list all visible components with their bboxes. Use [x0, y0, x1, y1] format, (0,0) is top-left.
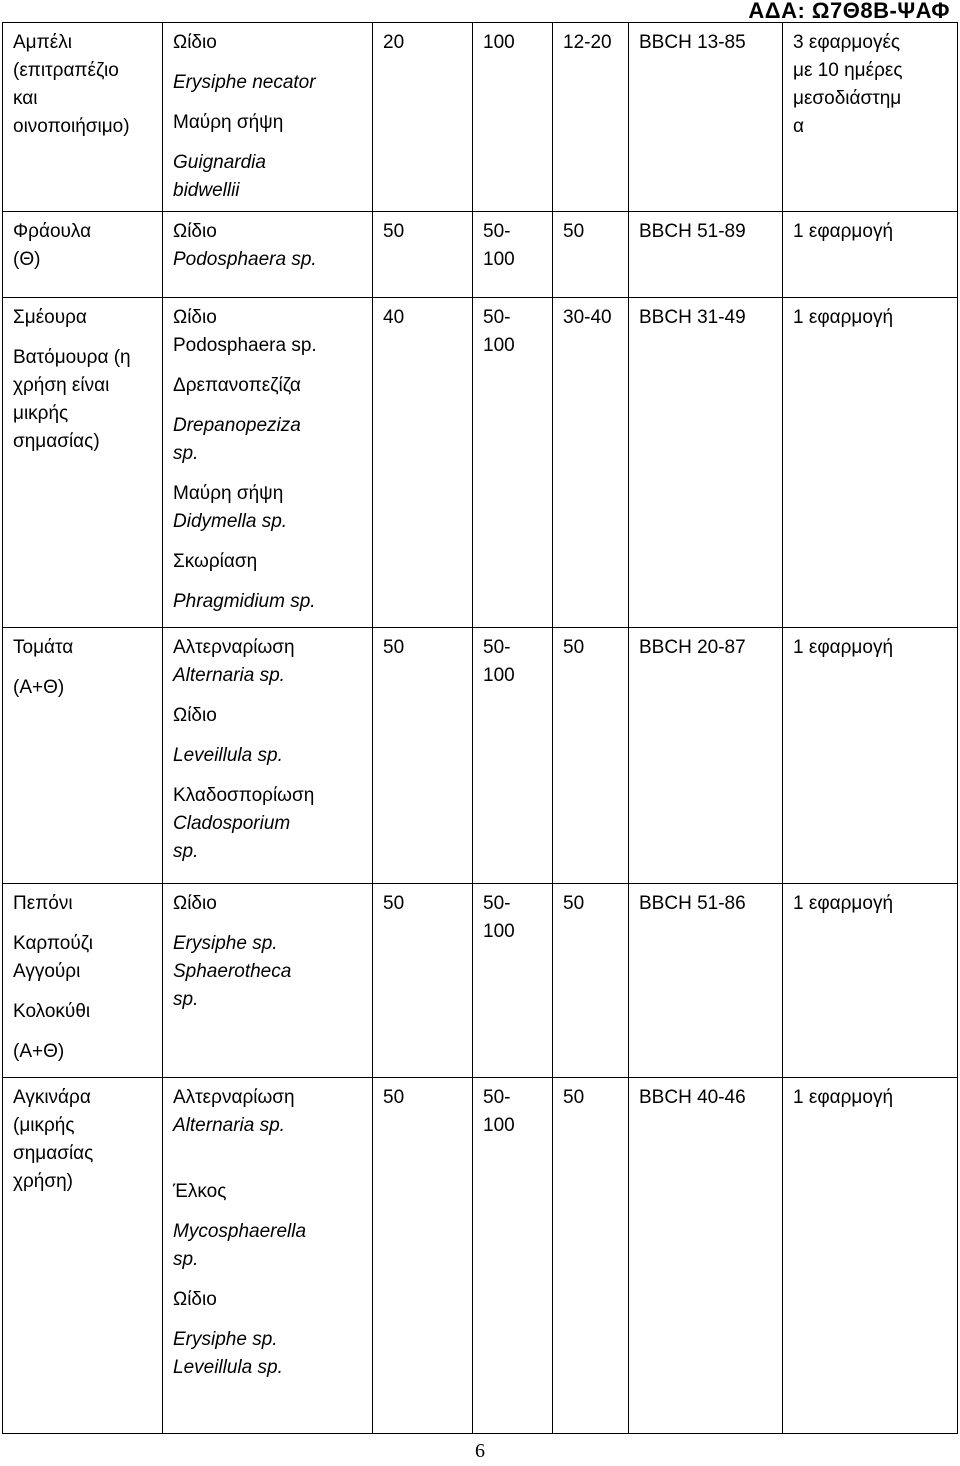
dosage-table: [2, 22, 958, 1434]
bbch-cell: [629, 1078, 783, 1434]
applications-line: 1 εφαρμογή: [793, 637, 894, 658]
bbch-cell: [629, 23, 783, 212]
dose-value: 50: [383, 221, 405, 242]
crop-line: χρήση): [13, 1171, 73, 1192]
page-number: 6: [475, 1440, 485, 1462]
phi-value: 50: [563, 893, 585, 914]
crop-cell: [3, 298, 163, 628]
table-row: [3, 1078, 958, 1434]
dose-value: 50: [383, 1087, 405, 1108]
phi-cell: [553, 628, 629, 884]
applications-line: 3 εφαρμογές: [793, 32, 901, 53]
pathogen-line: Phragmidium sp.: [173, 591, 316, 612]
pathogen-line: Alternaria sp.: [173, 1115, 285, 1136]
phi-value: 30-40: [563, 307, 612, 328]
bbch-value: BBCH 40-46: [639, 1087, 746, 1108]
disease-line: Ωίδιο: [173, 307, 217, 328]
pathogen-line: Didymella sp.: [173, 511, 288, 532]
applications-line: α: [793, 116, 804, 137]
applications-cell: [783, 23, 958, 212]
crop-line: Σμέουρα: [13, 307, 87, 328]
water-value: 50-: [483, 1087, 511, 1108]
crop-line: σημασίας): [13, 431, 100, 452]
pathogen-line: Alternaria sp.: [173, 665, 285, 686]
bbch-value: BBCH 13-85: [639, 32, 746, 53]
applications-cell: [783, 1078, 958, 1434]
crop-line: σημασίας: [13, 1143, 94, 1164]
table-row: [3, 212, 958, 298]
disease-line: Σκωρίαση: [173, 551, 258, 572]
water-cell: [473, 23, 553, 212]
ada-code: ΑΔΑ: Ω7Θ8Β-ΨΑΦ: [748, 0, 950, 23]
phi-value: 12-20: [563, 32, 612, 53]
phi-cell: [553, 884, 629, 1078]
pathogen-line: Cladosporium: [173, 813, 291, 834]
pathogen-line: sp.: [173, 1249, 199, 1270]
bbch-value: BBCH 51-86: [639, 893, 746, 914]
phi-cell: [553, 23, 629, 212]
disease-line: Δρεπανοπεζίζα: [173, 375, 301, 396]
crop-cell: [3, 1078, 163, 1434]
bbch-cell: [629, 884, 783, 1078]
pathogen-line: Sphaerotheca: [173, 961, 292, 982]
water-value: 50-: [483, 221, 511, 242]
pathogen-line: Leveillula sp.: [173, 1357, 283, 1378]
disease-line: Μαύρη σήψη: [173, 112, 284, 133]
dose-value: 50: [383, 637, 405, 658]
applications-line: με 10 ημέρες: [793, 60, 903, 81]
crop-line: Καρπούζι: [13, 933, 94, 954]
pathogen-line: Podosphaera sp.: [173, 335, 317, 356]
water-value: 50-: [483, 307, 511, 328]
pathogen-line: Guignardia: [173, 152, 266, 173]
table-row: [3, 884, 958, 1078]
crop-line: Κολοκύθι: [13, 1001, 91, 1022]
table-row: [3, 628, 958, 884]
crop-line: (Θ): [13, 249, 41, 270]
water-cell: [473, 628, 553, 884]
applications-line: μεσοδιάστημ: [793, 88, 902, 109]
applications-line: 1 εφαρμογή: [793, 893, 894, 914]
crop-line: μικρής: [13, 403, 69, 424]
crop-line: Φράουλα: [13, 221, 92, 242]
crop-line: οινοποιήσιμο): [13, 116, 130, 137]
applications-cell: [783, 628, 958, 884]
disease-cell: [163, 212, 373, 298]
phi-value: 50: [563, 1087, 585, 1108]
water-value: 100: [483, 1115, 515, 1136]
disease-cell: [163, 298, 373, 628]
disease-line: Αλτερναρίωση: [173, 637, 295, 658]
dose-cell: [373, 212, 473, 298]
water-value: 50-: [483, 893, 511, 914]
crop-cell: [3, 628, 163, 884]
water-cell: [473, 212, 553, 298]
water-value: 100: [483, 335, 515, 356]
applications-line: 1 εφαρμογή: [793, 1087, 894, 1108]
crop-line: Βατόμουρα (η: [13, 347, 131, 368]
water-value: 100: [483, 32, 515, 53]
bbch-value: BBCH 20-87: [639, 637, 746, 658]
crop-line: Αγγούρι: [13, 961, 81, 982]
crop-line: Αγκινάρα: [13, 1087, 91, 1108]
pathogen-line: sp.: [173, 841, 199, 862]
bbch-cell: [629, 212, 783, 298]
phi-cell: [553, 1078, 629, 1434]
phi-value: 50: [563, 221, 585, 242]
pathogen-line: Drepanopeziza: [173, 415, 301, 436]
crop-line: Τομάτα: [13, 637, 74, 658]
pathogen-line: Erysiphe sp.: [173, 1329, 278, 1350]
crop-cell: [3, 23, 163, 212]
water-cell: [473, 298, 553, 628]
applications-cell: [783, 212, 958, 298]
phi-cell: [553, 212, 629, 298]
pathogen-line: Erysiphe sp.: [173, 933, 278, 954]
disease-line: Έλκος: [173, 1181, 227, 1202]
dose-cell: [373, 884, 473, 1078]
crop-cell: [3, 212, 163, 298]
dose-value: 40: [383, 307, 405, 328]
water-value: 50-: [483, 637, 511, 658]
crop-line: Αμπέλι: [13, 32, 72, 53]
dose-value: 50: [383, 893, 405, 914]
disease-cell: [163, 23, 373, 212]
pathogen-line: Mycosphaerella: [173, 1221, 307, 1242]
disease-cell: [163, 628, 373, 884]
water-cell: [473, 884, 553, 1078]
water-cell: [473, 1078, 553, 1434]
disease-line: Μαύρη σήψη: [173, 483, 284, 504]
crop-line: και: [13, 88, 38, 109]
disease-line: Ωίδιο: [173, 1289, 217, 1310]
dose-cell: [373, 628, 473, 884]
phi-value: 50: [563, 637, 585, 658]
crop-line: (επιτραπέζιο: [13, 60, 119, 81]
bbch-value: BBCH 31-49: [639, 307, 746, 328]
dose-value: 20: [383, 32, 405, 53]
applications-cell: [783, 298, 958, 628]
disease-line: Ωίδιο: [173, 32, 217, 53]
bbch-cell: [629, 628, 783, 884]
crop-line: χρήση είναι: [13, 375, 110, 396]
phi-cell: [553, 298, 629, 628]
water-value: 100: [483, 665, 515, 686]
crop-line: (Α+Θ): [13, 677, 65, 698]
applications-line: 1 εφαρμογή: [793, 307, 894, 328]
crop-line: (Α+Θ): [13, 1041, 65, 1062]
water-value: 100: [483, 921, 515, 942]
applications-cell: [783, 884, 958, 1078]
disease-cell: [163, 1078, 373, 1434]
applications-line: 1 εφαρμογή: [793, 221, 894, 242]
crop-line: Πεπόνι: [13, 893, 73, 914]
bbch-cell: [629, 298, 783, 628]
crop-line: (μικρής: [13, 1115, 75, 1136]
pathogen-line: sp.: [173, 443, 199, 464]
pathogen-line: Erysiphe necator: [173, 72, 316, 93]
disease-line: Ωίδιο: [173, 893, 217, 914]
disease-line: Κλαδοσπορίωση: [173, 785, 315, 806]
dose-cell: [373, 1078, 473, 1434]
disease-cell: [163, 884, 373, 1078]
table-row: [3, 298, 958, 628]
pathogen-line: Podosphaera sp.: [173, 249, 317, 270]
pathogen-line: bidwellii: [173, 180, 240, 201]
dose-cell: [373, 23, 473, 212]
pathogen-line: sp.: [173, 989, 199, 1010]
disease-line: Ωίδιο: [173, 705, 217, 726]
table-row: [3, 23, 958, 212]
pathogen-line: Leveillula sp.: [173, 745, 283, 766]
water-value: 100: [483, 249, 515, 270]
disease-line: Αλτερναρίωση: [173, 1087, 295, 1108]
bbch-value: BBCH 51-89: [639, 221, 746, 242]
disease-line: Ωίδιο: [173, 221, 217, 242]
crop-cell: [3, 884, 163, 1078]
dose-cell: [373, 298, 473, 628]
